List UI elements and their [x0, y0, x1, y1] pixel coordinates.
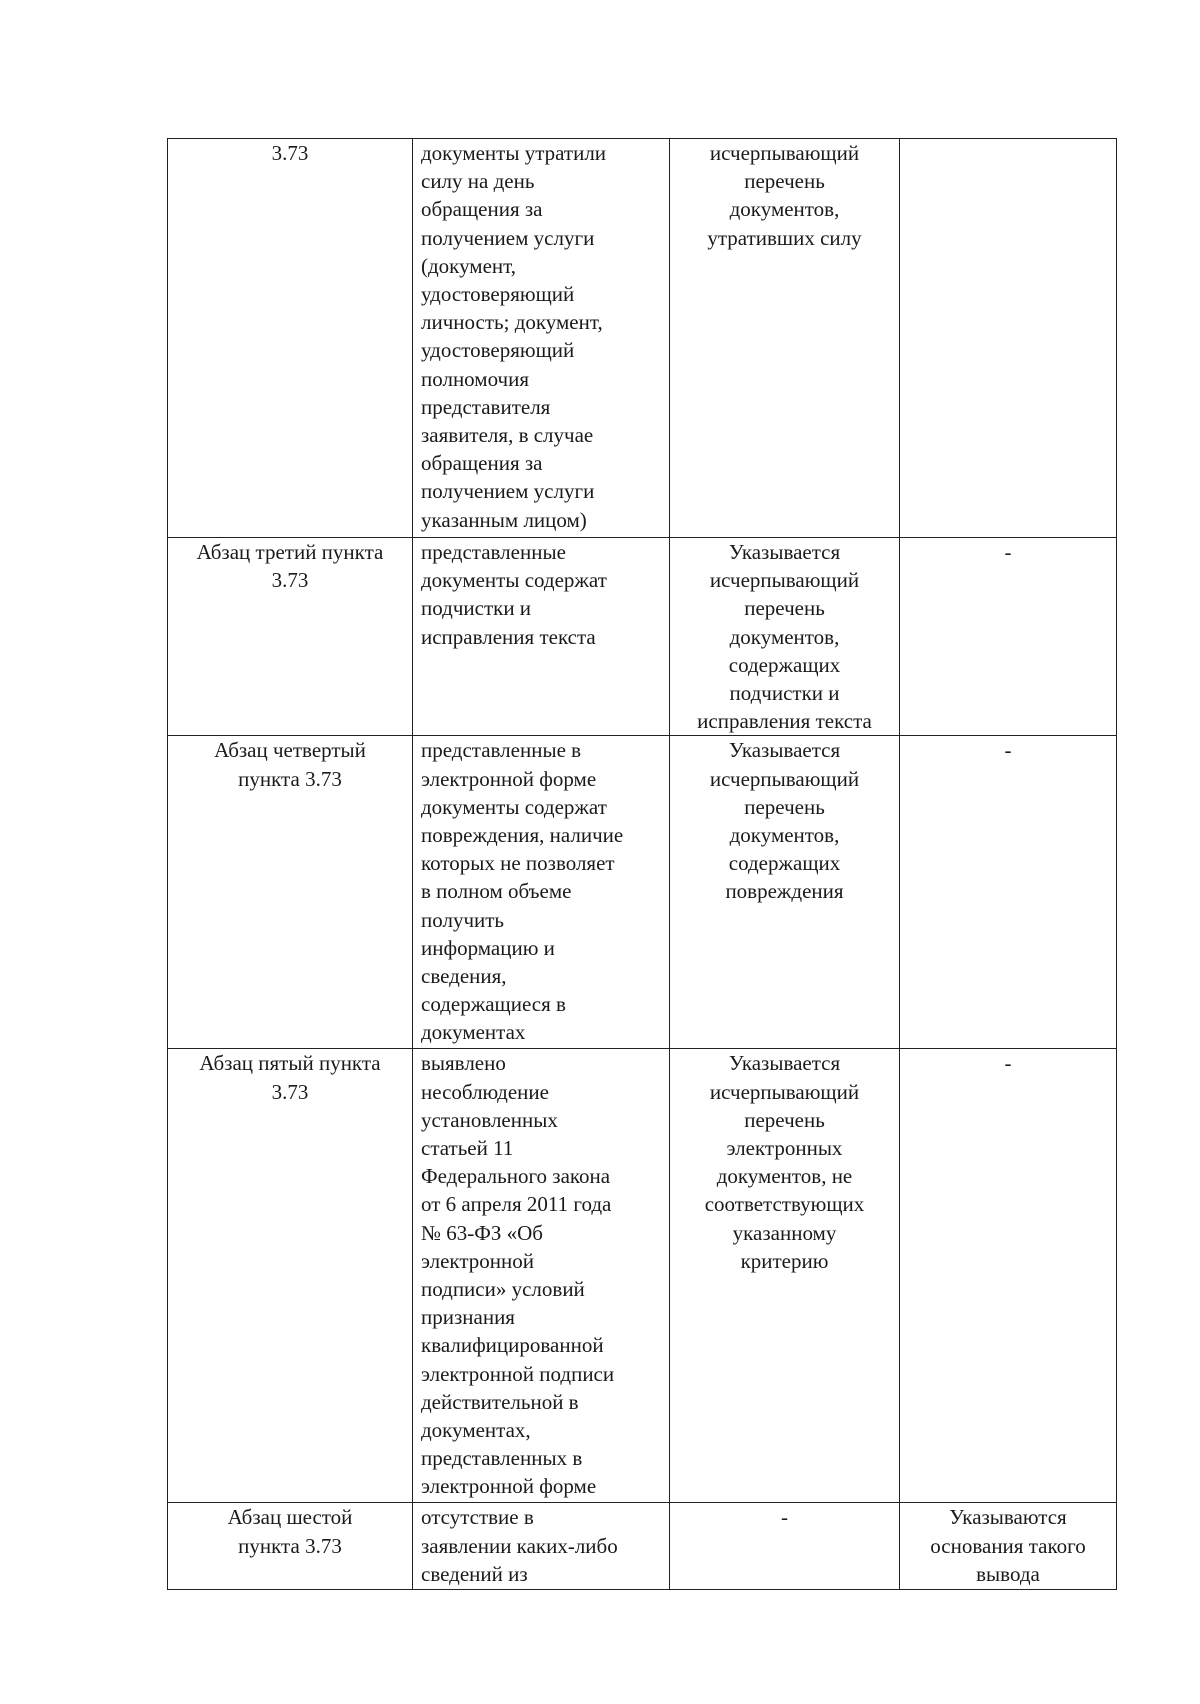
reason-cell: выявлено несоблюдение установленных статьей 11 Федерального закона от 6 апреля 2011 года № 63-ФЗ «Об электронной подписи» условий признания квалифицированной электронной подписи действительной в документах, представленных в электронной форме: [413, 1049, 670, 1503]
explanation-cell: Указывается исчерпывающий перечень электронных документов, не соответствующих указанному критерию: [670, 1049, 900, 1503]
reason-cell: документы утратили силу на день обращения за получением услуги (документ, удостоверяющий личность; документ, удостоверяющий полномочия представителя заявителя, в случае обращения за получением услуги указанным лицом): [413, 139, 670, 538]
table-row: [168, 1049, 1117, 1503]
table-row: [168, 139, 1117, 538]
clause-cell: Абзац четвертый пункта 3.73: [168, 736, 413, 1049]
explanation-cell: -: [670, 1503, 900, 1590]
grounds-table: [167, 138, 1117, 1590]
table-row: [168, 736, 1117, 1049]
reason-cell: представленные документы содержат подчистки и исправления текста: [413, 538, 670, 736]
reason-cell: отсутствие в заявлении каких-либо сведений из: [413, 1503, 670, 1590]
table-row: [168, 1503, 1117, 1590]
clause-cell: Абзац шестой пункта 3.73: [168, 1503, 413, 1590]
clause-cell: 3.73: [168, 139, 413, 538]
explanation-cell: Указывается исчерпывающий перечень документов, содержащих повреждения: [670, 736, 900, 1049]
note-cell: -: [900, 736, 1117, 1049]
note-cell: -: [900, 1049, 1117, 1503]
note-cell: [900, 139, 1117, 538]
note-cell: Указываются основания такого вывода: [900, 1503, 1117, 1590]
explanation-cell: исчерпывающий перечень документов, утративших силу: [670, 139, 900, 538]
clause-cell: Абзац третий пункта 3.73: [168, 538, 413, 736]
table-row: [168, 538, 1117, 736]
explanation-cell: Указывается исчерпывающий перечень документов, содержащих подчистки и исправления текста: [670, 538, 900, 736]
clause-cell: Абзац пятый пункта 3.73: [168, 1049, 413, 1503]
note-cell: -: [900, 538, 1117, 736]
reason-cell: представленные в электронной форме документы содержат повреждения, наличие которых не позволяет в полном объеме получить информацию и сведения, содержащиеся в документах: [413, 736, 670, 1049]
